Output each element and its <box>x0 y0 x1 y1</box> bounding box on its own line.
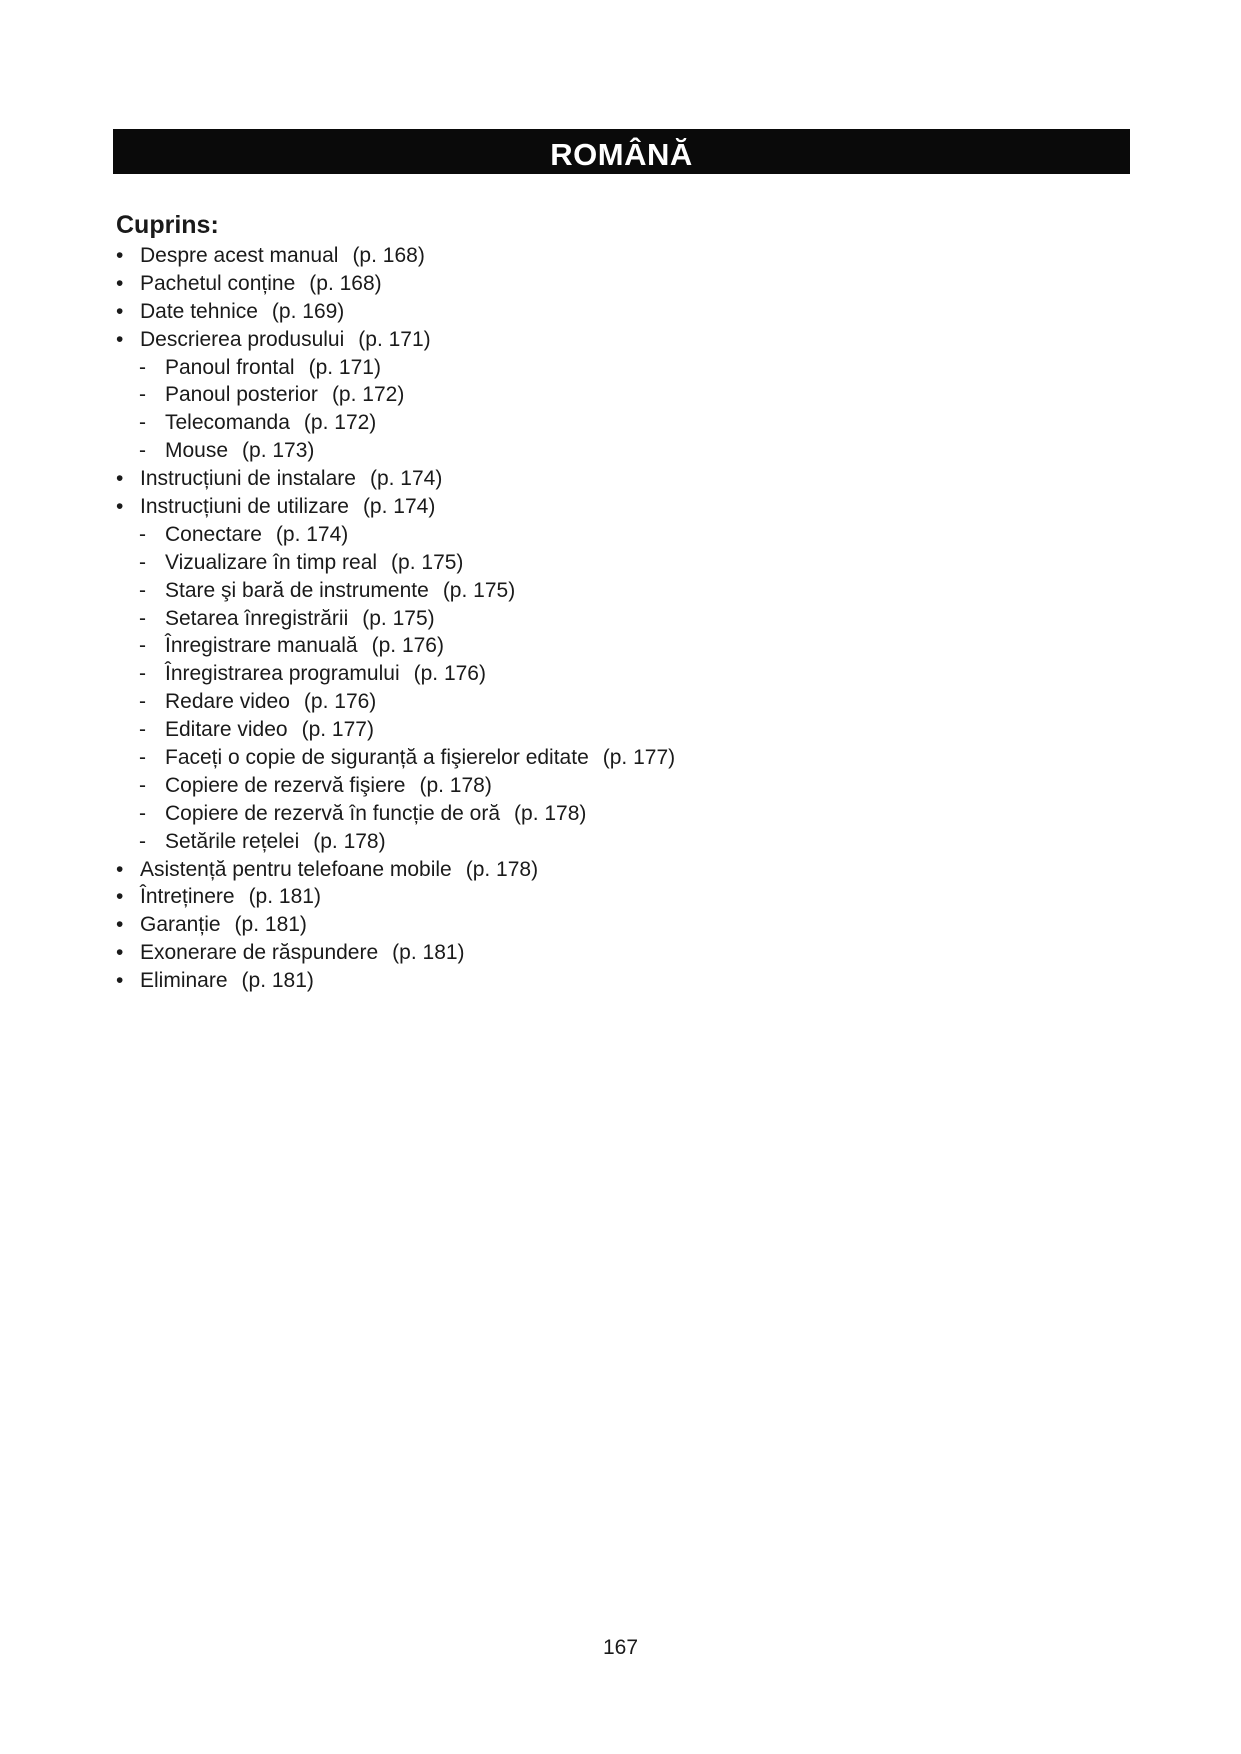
toc-entry-label: Faceți o copie de siguranță a fişierelor editate <box>165 746 589 770</box>
bullet-marker: • <box>116 913 124 937</box>
page-number: 167 <box>602 1636 639 1659</box>
toc-entry-label: Telecomanda <box>165 411 290 435</box>
toc-entry-label: Panoul frontal <box>165 355 295 379</box>
toc-entry-label: Eliminare <box>140 969 228 993</box>
toc-entry-page-ref: (p. 181) <box>248 885 321 909</box>
dash-marker: - <box>139 411 146 435</box>
table-of-contents <box>114 242 675 995</box>
dash-marker: - <box>139 606 146 630</box>
toc-entry <box>114 967 675 995</box>
toc-entry-page-ref: (p. 178) <box>465 857 539 881</box>
toc-entry-page-ref: (p. 169) <box>271 299 345 323</box>
toc-entry-page-ref: (p. 176) <box>371 634 444 658</box>
toc-entry-label: Panoul posterior <box>165 383 318 407</box>
toc-entry-page-ref: (p. 168) <box>352 244 425 267</box>
bullet-marker: • <box>116 299 124 323</box>
toc-title: Cuprins: <box>116 211 219 239</box>
toc-entry-label: Setările rețelei <box>165 829 300 853</box>
toc-entry <box>114 465 675 493</box>
toc-entry-label: Exonerare de răspundere <box>140 941 379 965</box>
toc-entry <box>114 883 675 911</box>
toc-subentry <box>114 716 675 744</box>
toc-entry-label: Vizualizare în timp real <box>165 550 378 574</box>
toc-entry-page-ref: (p. 178) <box>419 773 492 797</box>
toc-entry-page-ref: (p. 181) <box>392 941 465 965</box>
toc-entry-page-ref: (p. 172) <box>331 383 405 407</box>
toc-entry-label: Înregistrarea programului <box>165 662 400 686</box>
bullet-marker: • <box>116 885 124 909</box>
dash-marker: - <box>139 690 146 714</box>
toc-entry-page-ref: (p. 178) <box>313 829 386 853</box>
toc-entry-label: Înregistrare manuală <box>165 634 358 658</box>
toc-entry-page-ref: (p. 181) <box>241 969 314 993</box>
toc-subentry <box>114 381 675 409</box>
toc-entry-page-ref: (p. 168) <box>309 271 382 295</box>
toc-entry-page-ref: (p. 171) <box>308 355 381 379</box>
toc-subentry <box>114 828 675 856</box>
toc-entry-label: Întreținere <box>140 885 235 909</box>
toc-entry-page-ref: (p. 176) <box>413 662 486 686</box>
toc-subentry <box>114 744 675 772</box>
toc-entry-page-ref: (p. 174) <box>369 467 443 491</box>
dash-marker: - <box>139 746 146 770</box>
dash-marker: - <box>139 439 146 463</box>
toc-subentry <box>114 354 675 382</box>
bullet-marker: • <box>116 495 124 519</box>
dash-marker: - <box>139 829 146 853</box>
toc-entry-label: Garanție <box>140 913 221 937</box>
toc-subentry <box>114 521 675 549</box>
toc-subentry <box>114 632 675 660</box>
toc-entry-label: Copiere de rezervă în funcție de oră <box>165 801 501 825</box>
toc-entry-page-ref: (p. 174) <box>275 522 349 546</box>
toc-entry-page-ref: (p. 171) <box>358 327 431 351</box>
toc-entry-label: Mouse <box>165 439 229 463</box>
toc-entry-page-ref: (p. 178) <box>514 801 587 825</box>
toc-subentry <box>114 577 675 605</box>
toc-entry-label: Date tehnice <box>140 299 258 323</box>
bullet-marker: • <box>116 467 124 491</box>
bullet-marker: • <box>116 941 124 965</box>
toc-subentry <box>114 605 675 633</box>
toc-subentry <box>114 772 675 800</box>
toc-entry-page-ref: (p. 177) <box>301 718 374 742</box>
dash-marker: - <box>139 718 146 742</box>
dash-marker: - <box>139 662 146 686</box>
toc-entry-label: Instrucțiuni de instalare <box>140 467 356 491</box>
toc-entry-page-ref: (p. 181) <box>234 913 307 937</box>
toc-entry <box>114 856 675 884</box>
dash-marker: - <box>139 773 146 797</box>
dash-marker: - <box>139 801 146 825</box>
toc-entry-label: Descrierea produsului <box>140 327 345 351</box>
toc-subentry <box>114 437 675 465</box>
toc-subentry <box>114 409 675 437</box>
dash-marker: - <box>139 383 146 407</box>
toc-entry <box>114 298 675 326</box>
toc-entry <box>114 939 675 967</box>
toc-entry-label: Despre acest manual <box>140 244 339 267</box>
bullet-marker: • <box>116 857 124 881</box>
toc-entry <box>114 326 675 354</box>
toc-entry <box>114 493 675 521</box>
bullet-marker: • <box>116 244 124 267</box>
dash-marker: - <box>139 634 146 658</box>
toc-entry-page-ref: (p. 177) <box>602 746 676 770</box>
toc-subentry <box>114 660 675 688</box>
toc-entry-label: Editare video <box>165 718 288 742</box>
dash-marker: - <box>139 578 146 602</box>
toc-entry <box>114 270 675 298</box>
language-header <box>113 129 1130 174</box>
toc-entry-page-ref: (p. 175) <box>442 578 516 602</box>
toc-entry-page-ref: (p. 175) <box>391 550 464 574</box>
dash-marker: - <box>139 522 146 546</box>
toc-entry-label: Conectare <box>165 522 262 546</box>
toc-subentry <box>114 688 675 716</box>
toc-entry-label: Redare video <box>165 690 290 714</box>
toc-subentry <box>114 549 675 577</box>
language-title: ROMÂNĂ <box>550 137 693 172</box>
toc-entry <box>114 911 675 939</box>
toc-entry-page-ref: (p. 172) <box>303 411 377 435</box>
toc-entry-page-ref: (p. 176) <box>303 690 377 714</box>
toc-entry-label: Copiere de rezervă fişiere <box>165 773 406 797</box>
toc-entry <box>114 242 675 270</box>
toc-entry-label: Pachetul conține <box>140 271 296 295</box>
toc-entry-label: Instrucțiuni de utilizare <box>140 495 349 519</box>
toc-entry-page-ref: (p. 174) <box>362 495 436 519</box>
toc-subentry <box>114 800 675 828</box>
toc-entry-label: Setarea înregistrării <box>165 606 349 630</box>
toc-entry-label: Stare şi bară de instrumente <box>165 578 429 602</box>
toc-entry-page-ref: (p. 175) <box>362 606 435 630</box>
toc-entry-page-ref: (p. 173) <box>242 439 315 463</box>
bullet-marker: • <box>116 327 124 351</box>
toc-entry-label: Asistență pentru telefoane mobile <box>140 857 452 881</box>
dash-marker: - <box>139 550 146 574</box>
dash-marker: - <box>139 355 146 379</box>
bullet-marker: • <box>116 271 124 295</box>
bullet-marker: • <box>116 969 124 993</box>
